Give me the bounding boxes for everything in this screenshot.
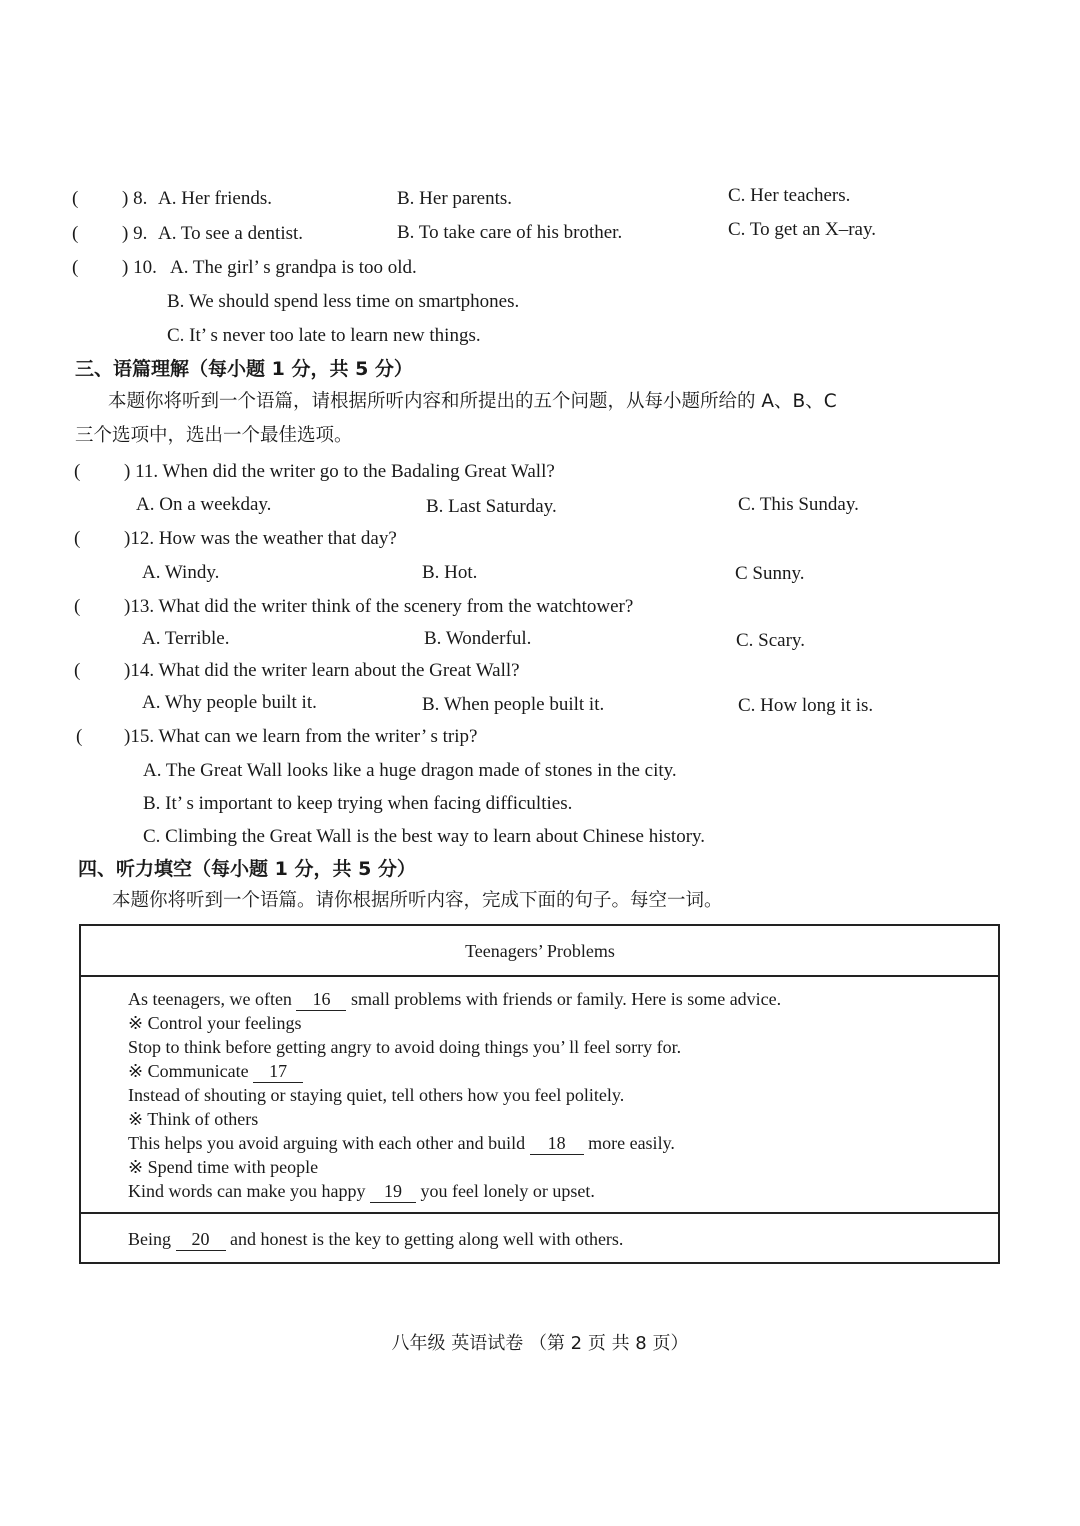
question-stem: ) 11. When did the writer go to the Badaling Great Wall? xyxy=(124,461,555,482)
line-text: small problems with friends or family. Here is some advice. xyxy=(350,989,782,1009)
answer-bracket[interactable]: ( xyxy=(74,528,81,549)
question-number: ) 8. xyxy=(122,188,148,209)
section-instruction: 本题你将听到一个语篇。请你根据所听内容，完成下面的句子。每空一词。 xyxy=(112,890,723,911)
answer-bracket[interactable]: ( xyxy=(72,223,79,244)
answer-bracket[interactable]: ( xyxy=(74,660,81,681)
section-instruction-cont: 三个选项中，选出一个最佳选项。 xyxy=(75,425,353,446)
line-text: ※ Communicate xyxy=(128,1061,249,1081)
option-a: A. On a weekday. xyxy=(136,494,272,515)
table-line: Instead of shouting or staying quiet, tell others how you feel politely. xyxy=(128,1085,625,1105)
table-divider xyxy=(79,1212,1000,1214)
option-c: C. It’ s never too late to learn new things. xyxy=(167,325,481,346)
advice-heading: ※ Spend time with people xyxy=(128,1157,319,1177)
option-c: C. How long it is. xyxy=(738,695,874,716)
table-line: Stop to think before getting angry to avoid doing things you’ ll feel sorry for. xyxy=(128,1037,682,1057)
answer-bracket[interactable]: ( xyxy=(76,726,83,747)
table-line xyxy=(128,1134,675,1155)
option-b: B. When people built it. xyxy=(422,694,605,715)
option-c: C. Her teachers. xyxy=(728,185,851,206)
option-c: C. To get an X–ray. xyxy=(728,219,877,240)
advice-heading xyxy=(128,1062,303,1083)
question-stem: )15. What can we learn from the writer’ s trip? xyxy=(124,726,478,747)
line-text: Kind words can make you happy xyxy=(128,1181,366,1201)
question-stem: )14. What did the writer learn about the Great Wall? xyxy=(124,660,520,681)
table-line xyxy=(128,990,781,1011)
table-line xyxy=(128,1230,623,1251)
question-number: ) 10. xyxy=(122,257,157,278)
answer-bracket[interactable]: ( xyxy=(74,596,81,617)
option-c: C Sunny. xyxy=(735,563,805,584)
option-b: B. It’ s important to keep trying when facing difficulties. xyxy=(143,793,573,814)
line-text: you feel lonely or upset. xyxy=(420,1181,595,1201)
line-text: As teenagers, we often xyxy=(128,989,292,1009)
option-a: A. The Great Wall looks like a huge dragon made of stones in the city. xyxy=(143,760,677,781)
line-text: Being xyxy=(128,1229,171,1249)
answer-bracket[interactable]: ( xyxy=(72,257,79,278)
option-b: B. To take care of his brother. xyxy=(397,222,623,243)
table-line xyxy=(128,1182,595,1203)
question-number: ) 9. xyxy=(122,223,148,244)
answer-bracket[interactable]: ( xyxy=(74,461,81,482)
advice-heading: ※ Control your feelings xyxy=(128,1013,302,1033)
section-instruction: 本题你将听到一个语篇，请根据所听内容和所提出的五个问题，从每小题所给的 A、B、C xyxy=(108,391,837,412)
option-b: B. We should spend less time on smartphones. xyxy=(167,291,520,312)
option-b: B. Wonderful. xyxy=(424,628,532,649)
page-footer: 八年级 英语试卷 （第 2 页 共 8 页） xyxy=(391,1333,689,1354)
blank-20[interactable]: 20 xyxy=(176,1230,226,1251)
option-a: A. The girl’ s grandpa is too old. xyxy=(170,257,417,278)
blank-16[interactable]: 16 xyxy=(296,990,346,1011)
advice-heading: ※ Think of others xyxy=(128,1109,259,1129)
line-text: This helps you avoid arguing with each other and build xyxy=(128,1133,526,1153)
blank-17[interactable]: 17 xyxy=(253,1062,303,1083)
option-b: B. Her parents. xyxy=(397,188,513,209)
question-stem: )12. How was the weather that day? xyxy=(124,528,397,549)
option-b: B. Last Saturday. xyxy=(426,496,557,517)
option-a: A. Windy. xyxy=(142,562,220,583)
section-title: 三、语篇理解（每小题 1 分，共 5 分） xyxy=(75,358,413,380)
section-title: 四、听力填空（每小题 1 分，共 5 分） xyxy=(78,858,416,880)
option-c: C. This Sunday. xyxy=(738,494,859,515)
option-a: A. Her friends. xyxy=(158,188,272,209)
option-a: A. Terrible. xyxy=(142,628,230,649)
blank-18[interactable]: 18 xyxy=(530,1134,584,1155)
answer-bracket[interactable]: ( xyxy=(72,188,79,209)
option-b: B. Hot. xyxy=(422,562,478,583)
option-c: C. Scary. xyxy=(736,630,805,651)
option-a: A. To see a dentist. xyxy=(158,223,304,244)
line-text: more easily. xyxy=(588,1133,675,1153)
question-stem: )13. What did the writer think of the scenery from the watchtower? xyxy=(124,596,634,617)
option-c: C. Climbing the Great Wall is the best way to learn about Chinese history. xyxy=(143,826,706,847)
option-a: A. Why people built it. xyxy=(142,692,317,713)
table-divider xyxy=(79,975,1000,977)
line-text: and honest is the key to getting along well with others. xyxy=(230,1229,624,1249)
blank-19[interactable]: 19 xyxy=(370,1182,416,1203)
table-title: Teenagers’ Problems xyxy=(465,941,615,961)
